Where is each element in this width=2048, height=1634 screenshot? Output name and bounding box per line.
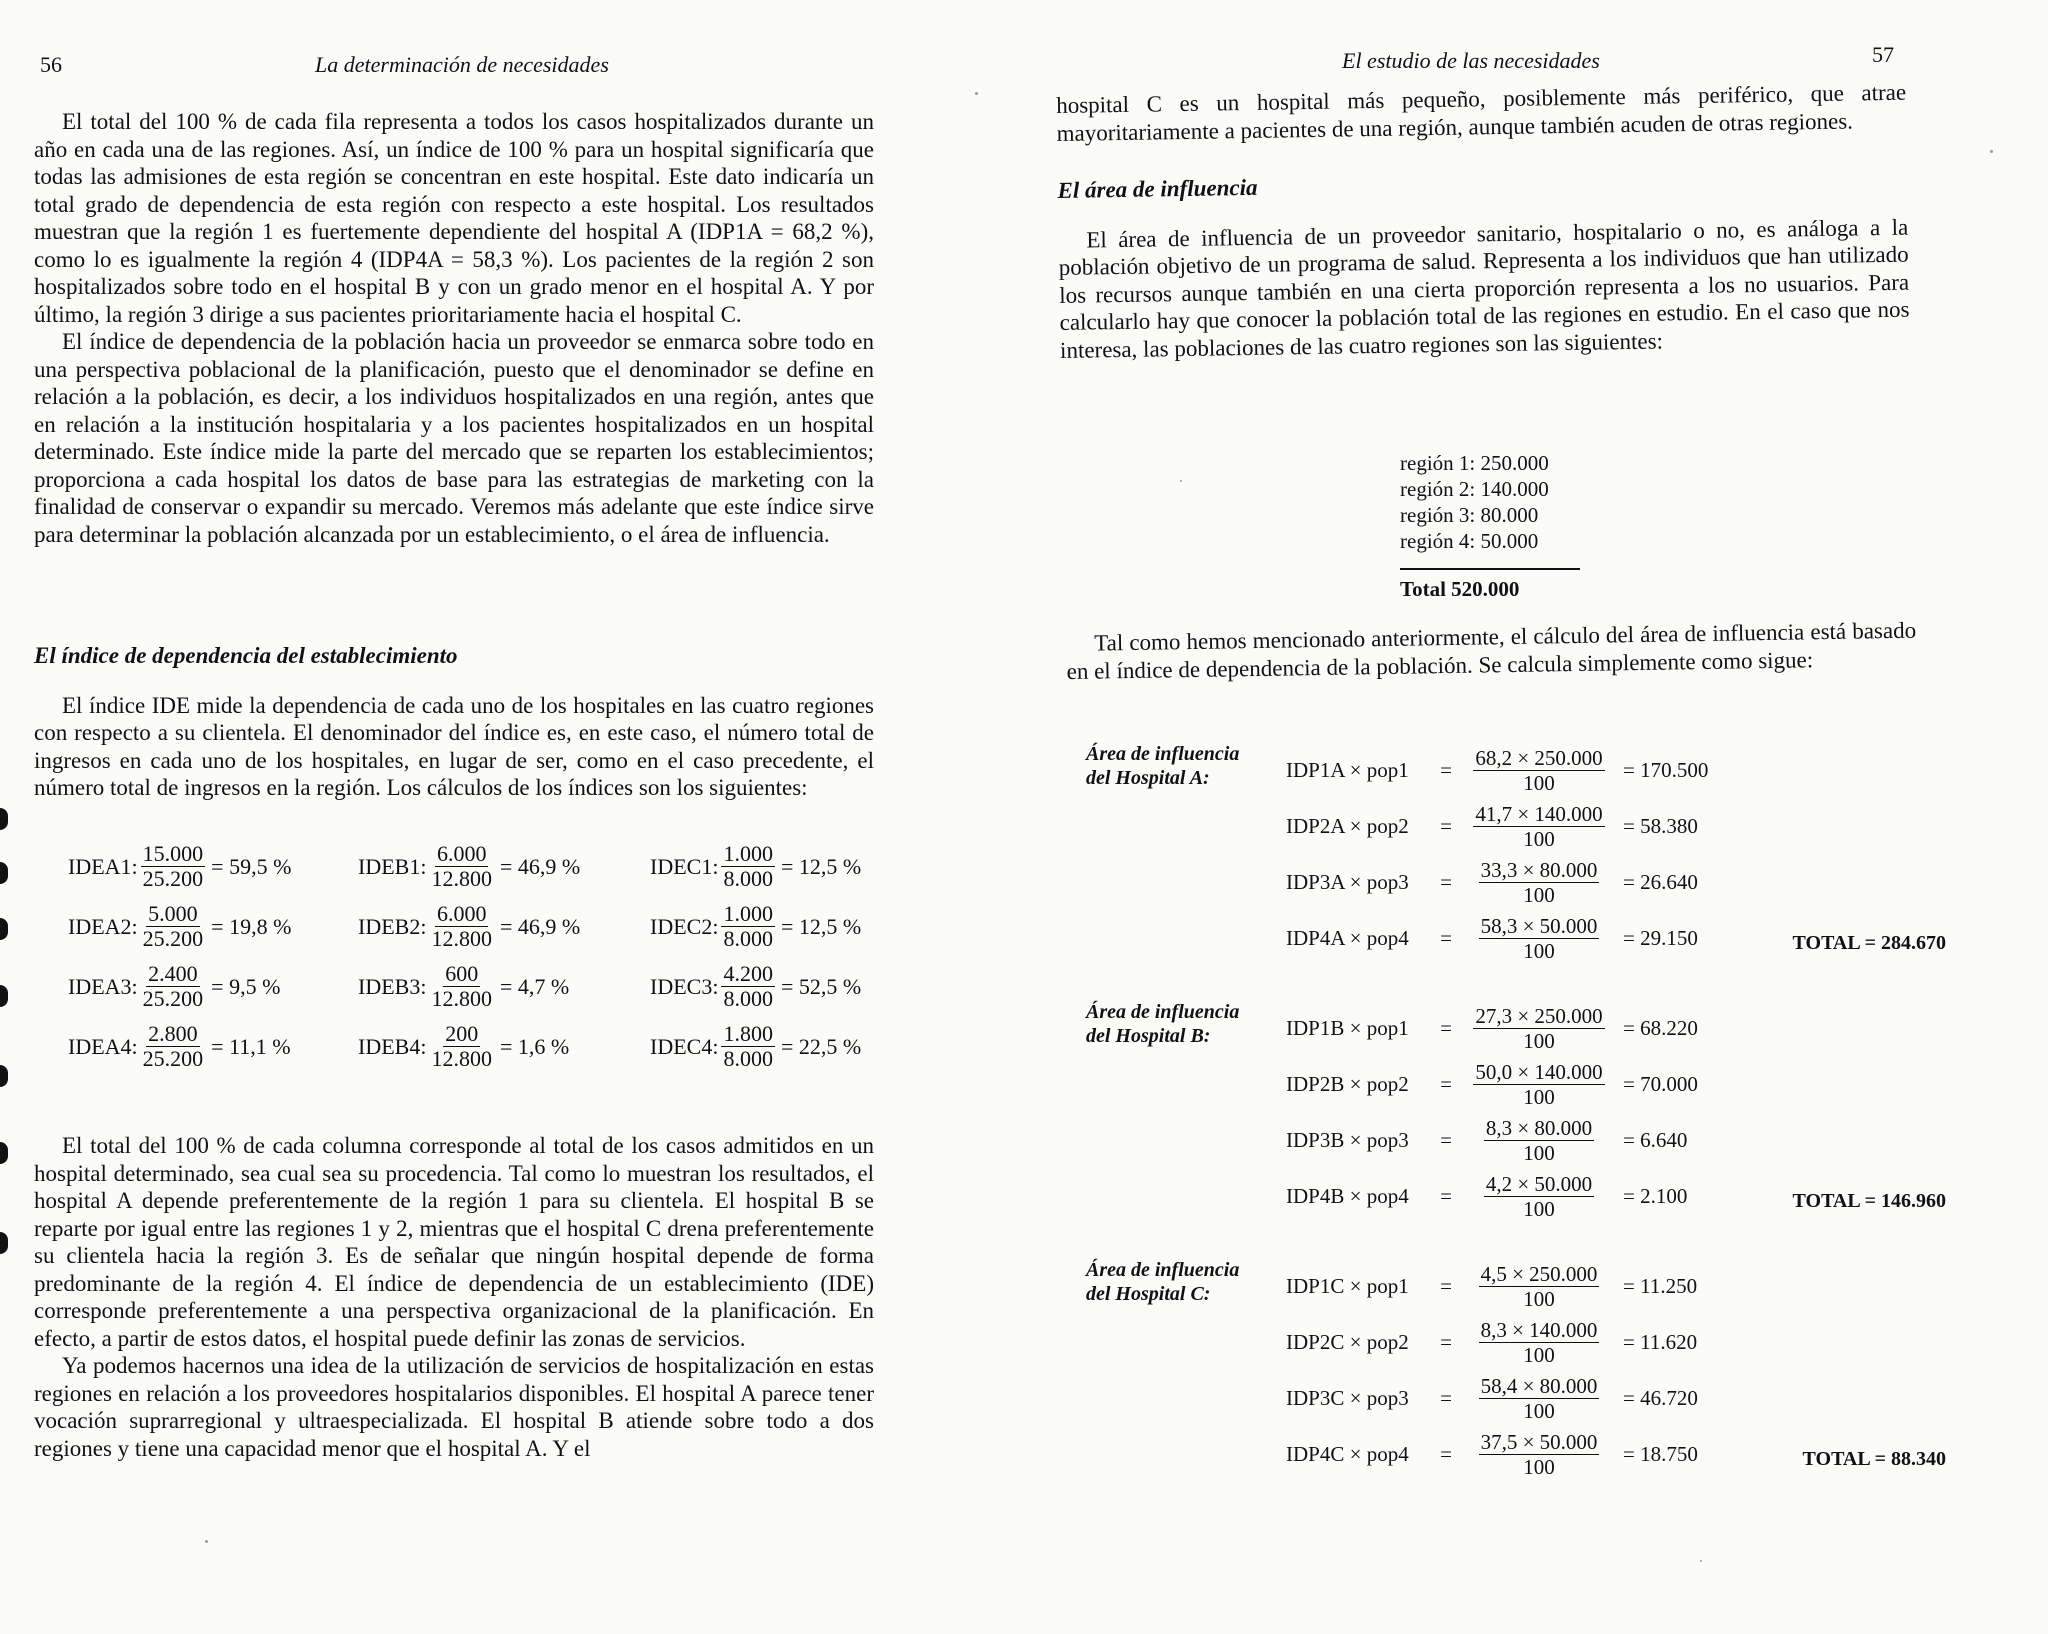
- ide-result: = 11,1 %: [211, 1033, 291, 1059]
- fraction: [1464, 802, 1614, 851]
- population-total: Total 520.000: [1400, 577, 1520, 601]
- ide-result: = 46,9 %: [499, 913, 581, 939]
- ide-formula: [650, 1022, 861, 1071]
- ide-formula: [358, 1022, 569, 1071]
- area-hospital-c: [1086, 1258, 1966, 1498]
- fraction: [1464, 1004, 1614, 1053]
- calc-value: = 46.720: [1623, 1385, 1698, 1410]
- calc-lhs: IDP3C × pop3: [1286, 1385, 1409, 1410]
- paragraph: El total del 100 % de cada fila representa a todos los casos hospitalizados durante un año en cada una de las regiones. Así, un índice de 100 % para un hospital significaría que todas las admisiones de esta región se concentran en este hospital. Este dato indicaría un total grado de dependencia de esta región con respecto a este hospital. Los resultados muestran que la región 1 es fuertemente dependiente del hospital A (IDP1A = 68,2 %), como lo es igualmente la región 4 (IDP4A = 58,3 %). Los pacientes de la región 2 son hospitalizados sobre todo en el hospital B y con un grado menor en el hospital A. Y por último, la región 3 dirige a sus pacientes prioritariamente hacia el hospital C.: [34, 109, 874, 327]
- calc-value: = 68.220: [1623, 1015, 1698, 1040]
- denominator: 8.000: [723, 926, 773, 951]
- fraction: [141, 902, 206, 951]
- numerator: 1.800: [723, 1021, 773, 1046]
- calc-row: IDP2A × pop2 = $\frac{41,7 \times 140.000}{100}$ = 58.380: [1286, 798, 1733, 854]
- denominator: 25.200: [142, 1046, 204, 1071]
- fraction: [1464, 1430, 1614, 1479]
- calc-lhs: IDP4A × pop4: [1286, 925, 1409, 950]
- denominator: 100: [1523, 1398, 1555, 1423]
- calc-value: = 170.500: [1623, 757, 1709, 782]
- binder-hole: [0, 862, 8, 884]
- numerator: 6.000: [436, 901, 487, 926]
- calc-lhs: IDP2B × pop2: [1286, 1071, 1409, 1096]
- numerator: 68,2 × 250.000: [1475, 745, 1603, 770]
- binder-hole: [0, 808, 8, 830]
- area-total: TOTAL = 284.670: [1792, 932, 1946, 954]
- fraction: [429, 1022, 494, 1071]
- fraction: [1464, 1172, 1614, 1221]
- binder-hole: [0, 1232, 8, 1254]
- numerator: 41,7 × 140.000: [1475, 801, 1603, 826]
- denominator: 25.200: [142, 926, 204, 951]
- ide-label: IDEB3:: [358, 973, 427, 999]
- denominator: 100: [1523, 1028, 1555, 1053]
- paragraph: Ya podemos hacernos una idea de la utilización de servicios de hospitalización en estas regiones en relación a los proveedores hospitalarios disponibles. El hospital A parece tener vocación suprarregional y ultraespecializada. El hospital B atiende sobre todo a dos regiones y tiene una capacidad menor que el hospital A. Y el: [34, 1353, 874, 1461]
- calc-row: IDP4B × pop4 = $\frac{4,2 \times 50.000}{100}$ = 2.100: [1286, 1168, 1733, 1224]
- ide-label: IDEA2:: [68, 913, 138, 939]
- denominator: 12.800: [431, 926, 492, 951]
- left-ide-section: [34, 642, 874, 802]
- ide-formula: [68, 902, 291, 951]
- fraction: [721, 1022, 775, 1071]
- area-title: Área de influencia del Hospital A:: [1086, 743, 1240, 789]
- ide-formula: [68, 1022, 291, 1071]
- ide-formula: [650, 902, 861, 951]
- numerator: 8,3 × 80.000: [1485, 1115, 1593, 1140]
- denominator: 12.800: [431, 986, 492, 1011]
- denominator: 25.200: [142, 986, 204, 1011]
- denominator: 100: [1523, 770, 1555, 795]
- area-hospital-b: [1086, 1000, 1966, 1240]
- fraction: [429, 902, 494, 951]
- denominator: 12.800: [431, 1046, 492, 1071]
- ide-result: = 59,5 %: [211, 853, 292, 879]
- denominator: 100: [1523, 826, 1555, 851]
- numerator: 5.000: [148, 901, 198, 926]
- denominator: 100: [1523, 1140, 1555, 1165]
- fraction: [721, 902, 775, 951]
- binder-hole: [0, 985, 8, 1007]
- ide-result: = 52,5 %: [780, 973, 862, 999]
- calc-value: = 2.100: [1623, 1183, 1688, 1208]
- total-rule: [1400, 568, 1580, 570]
- section-heading: El área de influencia: [1057, 174, 1258, 203]
- numerator: 4.200: [723, 961, 773, 986]
- page-number-right: 57: [1872, 42, 1894, 67]
- left-bottom-text: [34, 1132, 874, 1462]
- fraction: [721, 842, 775, 891]
- fraction: [1464, 1318, 1614, 1367]
- calc-lhs: IDP2A × pop2: [1286, 813, 1409, 838]
- numerator: 2.400: [148, 961, 198, 986]
- calc-value: = 58.380: [1623, 813, 1698, 838]
- ide-row: [68, 962, 868, 1022]
- ide-label: IDEC4:: [650, 1033, 719, 1059]
- section-heading: El índice de dependencia del establecimiento: [34, 643, 458, 668]
- calc-lhs: IDP3A × pop3: [1286, 869, 1409, 894]
- area-hospital-a: [1086, 742, 1966, 982]
- paragraph: El área de influencia de un proveedor sanitario, hospitalario o no, es análoga a la población objetivo de un programa de salud. Representa a los individuos que han utilizado los recursos aunque también en una cierta proporción representa a los no usuarios. Para calcularlo hay que conocer la población total de las regiones en estudio. En el caso que nos interesa, las poblaciones de las cuatro regiones son las siguientes:: [1058, 214, 1910, 363]
- numerator: 600: [445, 961, 479, 986]
- ide-label: IDEA3:: [68, 973, 138, 999]
- ide-formula: [358, 842, 580, 891]
- numerator: 1.000: [723, 841, 773, 866]
- ide-formula-grid: [68, 842, 868, 1082]
- numerator: 33,3 × 80.000: [1480, 857, 1598, 882]
- numerator: 200: [445, 1021, 479, 1046]
- area-title: Área de influencia del Hospital C:: [1086, 1259, 1240, 1305]
- fraction: [1464, 746, 1614, 795]
- area-total: TOTAL = 146.960: [1792, 1190, 1946, 1212]
- calc-row: IDP3C × pop3 = $\frac{58,4 \times 80.000}{100}$ = 46.720: [1286, 1370, 1733, 1426]
- calc-value: = 18.750: [1623, 1441, 1698, 1466]
- denominator: 100: [1523, 1342, 1555, 1367]
- paragraph: El índice IDE mide la dependencia de cada uno de los hospitales en las cuatro regiones con respecto a su clientela. El denominador del índice es, en este caso, el número total de ingresos en cada uno de los hospitales, en lugar de ser, como en el caso precedente, el número total de ingresos en la región. Los cálculos de los índices son los siguientes:: [34, 692, 874, 800]
- calc-value: = 11.620: [1623, 1329, 1698, 1354]
- ide-formula: [358, 962, 569, 1011]
- fraction: [1464, 858, 1614, 907]
- ide-label: IDEB1:: [358, 853, 427, 879]
- ide-formula: [650, 962, 861, 1011]
- fraction: [429, 962, 494, 1011]
- numerator: 4,5 × 250.000: [1480, 1261, 1598, 1286]
- ide-label: IDEA4:: [68, 1033, 138, 1059]
- fraction: [429, 842, 494, 891]
- calc-row: IDP3A × pop3 = $\frac{33,3 \times 80.000}{100}$ = 26.640: [1286, 854, 1733, 910]
- numerator: 4,2 × 50.000: [1485, 1171, 1593, 1196]
- calc-row: IDP2C × pop2 = $\frac{8,3 \times 140.000}{100}$ = 11.620: [1286, 1314, 1733, 1370]
- scan-speck: [975, 92, 978, 95]
- numerator: 15.000: [142, 841, 204, 866]
- paragraph: El total del 100 % de cada columna corresponde al total de los casos admitidos en un hospital determinado, sea cual sea su procedencia. Tal como lo muestran los resultados, el hospital A depende preferentemente de la región 1 para su clientela. El hospital B se reparte por igual entre las regiones 1 y 2, mientras que el hospital C drena preferentemente su clientela hacia la región 3. Es de señalar que ningún hospital depende de forma predominante de la región 4. El índice de dependencia de un establecimiento (IDE) corresponde preferentemente a una perspectiva organizacional de la planificación. En efecto, a partir de estos datos, el hospital puede definir las zonas de servicios.: [34, 1133, 874, 1351]
- ide-label: IDEC2:: [650, 913, 719, 939]
- ide-row: [68, 902, 868, 962]
- denominator: 8.000: [723, 986, 773, 1011]
- numerator: 58,3 × 50.000: [1480, 913, 1598, 938]
- calc-row: IDP1C × pop1 = $\frac{4,5 \times 250.000}{100}$ = 11.250: [1286, 1258, 1733, 1314]
- ide-label: IDEC1:: [650, 853, 719, 879]
- population-table: [1400, 450, 1580, 602]
- ide-formula: [68, 842, 291, 891]
- ide-result: = 1,6 %: [499, 1033, 570, 1059]
- left-top-text: [34, 108, 874, 548]
- calc-lhs: IDP1C × pop1: [1286, 1273, 1409, 1298]
- ide-result: = 12,5 %: [780, 913, 862, 939]
- denominator: 8.000: [723, 866, 773, 891]
- ide-result: = 12,5 %: [780, 853, 862, 879]
- ide-label: IDEB2:: [358, 913, 427, 939]
- running-head-right: El estudio de las necesidades: [1342, 48, 1600, 73]
- calc-lhs: IDP3B × pop3: [1286, 1127, 1409, 1152]
- scan-speck: [1180, 480, 1182, 482]
- numerator: 27,3 × 250.000: [1475, 1003, 1603, 1028]
- ide-result: = 4,7 %: [499, 973, 570, 999]
- ide-result: = 22,5 %: [780, 1033, 862, 1059]
- ide-result: = 46,9 %: [499, 853, 581, 879]
- running-head-left: La determinación de necesidades: [315, 52, 609, 77]
- denominator: 100: [1523, 1454, 1555, 1479]
- ide-label: IDEB4:: [358, 1033, 427, 1059]
- denominator: 12.800: [431, 866, 492, 891]
- denominator: 100: [1523, 882, 1555, 907]
- ide-row: [68, 842, 868, 902]
- fraction: [141, 962, 206, 1011]
- population-row: región 3: 80.000: [1400, 503, 1539, 527]
- calc-value: = 29.150: [1623, 925, 1698, 950]
- calc-row: IDP3B × pop3 = $\frac{8,3 \times 80.000}{100}$ = 6.640: [1286, 1112, 1733, 1168]
- binder-hole: [0, 1142, 8, 1164]
- ide-label: IDEA1:: [68, 853, 138, 879]
- numerator: 50,0 × 140.000: [1475, 1059, 1603, 1084]
- fraction: [1464, 1262, 1614, 1311]
- ide-formula: [68, 962, 280, 1011]
- ide-formula: [358, 902, 580, 951]
- fraction: [1464, 1374, 1614, 1423]
- numerator: 6.000: [436, 841, 487, 866]
- denominator: 100: [1523, 1286, 1555, 1311]
- calc-lhs: IDP2C × pop2: [1286, 1329, 1409, 1354]
- denominator: 8.000: [723, 1046, 773, 1071]
- population-row: región 1: 250.000: [1400, 451, 1549, 475]
- numerator: 58,4 × 80.000: [1480, 1373, 1598, 1398]
- scan-speck: [1700, 1560, 1702, 1562]
- left-page: [0, 0, 1000, 1634]
- scan-speck: [1990, 150, 1993, 153]
- population-row: región 4: 50.000: [1400, 529, 1539, 553]
- fraction: [1464, 1116, 1614, 1165]
- paragraph: El índice de dependencia de la población hacia un proveedor se enmarca sobre todo en una perspectiva poblacional de la planificación, puesto que el denominador se define en relación a la población, es decir, a los individuos hospitalizados en una región, antes que en relación a la institución hospitalaria y a los pacientes hospitalizados en un hospital determinado. Este índice mide la parte del mercado que se reparten los establecimientos; proporciona a cada hospital los datos de base para las estrategias de marketing con la finalidad de conservar o expandir su mercado. Veremos más adelante que este índice sirve para determinar la población alcanzada por un establecimiento, o el área de influencia.: [34, 329, 874, 547]
- paragraph: hospital C es un hospital más pequeño, posiblemente más periférico, que atrae mayoritariamente a pacientes de una región, aunque también acuden de otras regiones.: [1056, 79, 1907, 146]
- fraction: [721, 962, 775, 1011]
- numerator: 37,5 × 50.000: [1480, 1429, 1598, 1454]
- fraction: [141, 842, 206, 891]
- calc-value: = 11.250: [1623, 1273, 1698, 1298]
- fraction: [1464, 914, 1614, 963]
- binder-hole: [0, 918, 8, 940]
- calc-value: = 70.000: [1623, 1071, 1698, 1096]
- paragraph: Tal como hemos mencionado anteriormente, el cálculo del área de influencia está basado en el índice de dependencia de la población. Se calcula simplemente como sigue:: [1066, 617, 1917, 684]
- calc-value: = 26.640: [1623, 869, 1698, 894]
- numerator: 2.800: [148, 1021, 198, 1046]
- fraction: [1464, 1060, 1614, 1109]
- ide-result: = 19,8 %: [211, 913, 292, 939]
- denominator: 25.200: [142, 866, 204, 891]
- calc-lhs: IDP4B × pop4: [1286, 1183, 1409, 1208]
- scan-speck: [205, 1540, 208, 1543]
- calc-row: IDP2B × pop2 = $\frac{50,0 \times 140.000}{100}$ = 70.000: [1286, 1056, 1733, 1112]
- ide-label: IDEC3:: [650, 973, 719, 999]
- calc-value: = 6.640: [1623, 1127, 1688, 1152]
- population-row: región 2: 140.000: [1400, 477, 1549, 501]
- fraction: [141, 1022, 206, 1071]
- numerator: 1.000: [723, 901, 773, 926]
- area-total: TOTAL = 88.340: [1802, 1448, 1946, 1470]
- calc-lhs: IDP1B × pop1: [1286, 1015, 1409, 1040]
- ide-formula: [650, 842, 861, 891]
- calc-lhs: IDP4C × pop4: [1286, 1441, 1409, 1466]
- ide-result: = 9,5 %: [211, 973, 281, 999]
- area-title: Área de influencia del Hospital B:: [1086, 1001, 1240, 1047]
- binder-hole: [0, 1065, 8, 1087]
- ide-row: [68, 1022, 868, 1082]
- denominator: 100: [1523, 1196, 1555, 1221]
- denominator: 100: [1523, 1084, 1555, 1109]
- numerator: 8,3 × 140.000: [1480, 1317, 1598, 1342]
- page-number-left: 56: [40, 52, 62, 77]
- calc-row: IDP4A × pop4 = $\frac{58,3 \times 50.000}{100}$ = 29.150: [1286, 910, 1733, 966]
- right-top-text: [1056, 79, 1910, 364]
- calc-row: IDP4C × pop4 = $\frac{37,5 \times 50.000}{100}$ = 18.750: [1286, 1426, 1733, 1482]
- calc-row: IDP1B × pop1 = $\frac{27,3 \times 250.000}{100}$ = 68.220: [1286, 1000, 1733, 1056]
- calc-row: IDP1A × pop1 = $\frac{68,2 \times 250.000}{100}$ = 170.500: [1286, 742, 1733, 798]
- calc-lhs: IDP1A × pop1: [1286, 757, 1409, 782]
- denominator: 100: [1523, 938, 1555, 963]
